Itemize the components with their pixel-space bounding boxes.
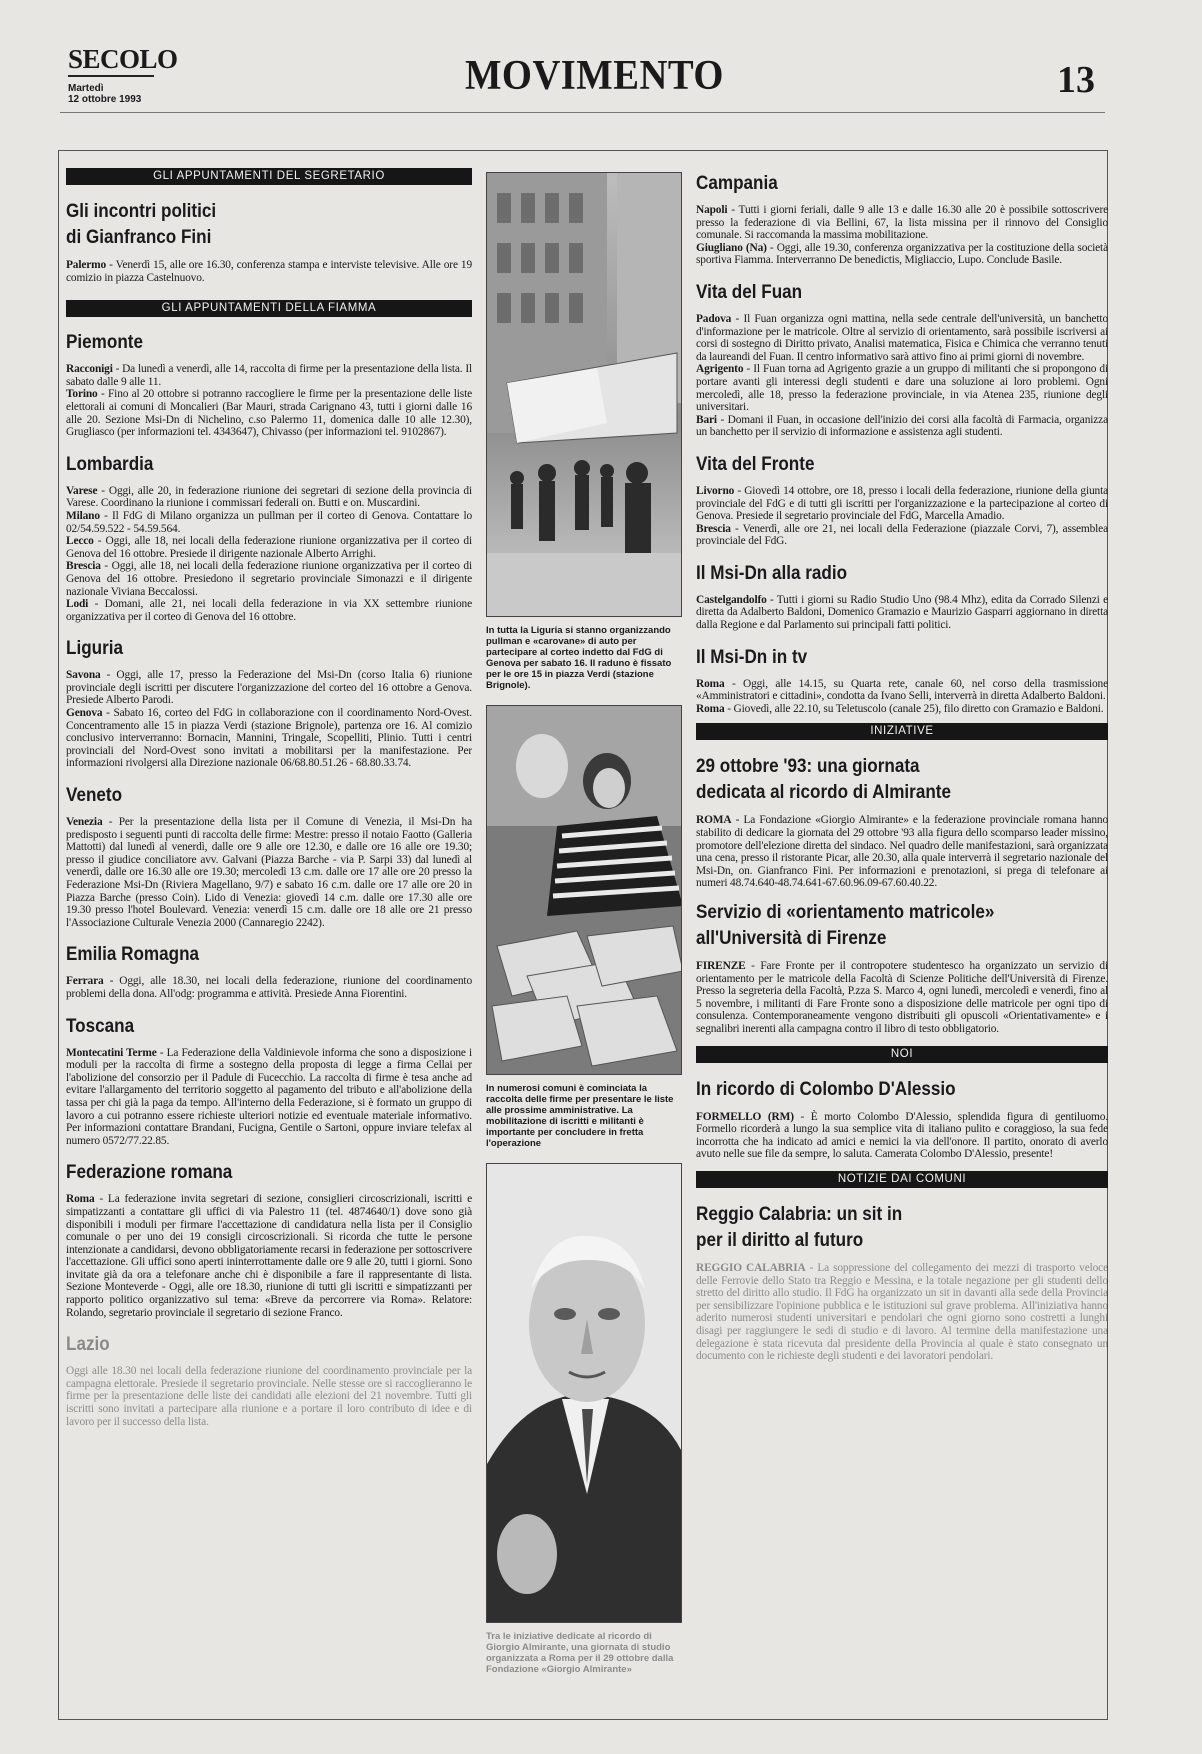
photo-caption-demonstration: In tutta la Liguria si stanno organizzando pullman e «carovane» di auto per partecipare al corteo indetto dal FdG di Genova per sabato 16. Il raduno è fissato per le ore 15 in piazza Verdi (stazione Brignole).	[486, 625, 672, 691]
entry-place: Livorno	[696, 484, 735, 497]
entry-place: Savona	[66, 669, 101, 682]
fini-article	[66, 259, 472, 284]
list-item	[66, 1047, 472, 1148]
section-bar-iniziative: INIZIATIVE	[696, 723, 1108, 740]
entry-place: Genova	[66, 707, 103, 720]
entry-text: - Domani il Fuan, in occasione dell'inizio dei corsi alla facoltà di Farmacia, organizza un banchetto per il servizio di informazione e assistenza agli studenti.	[696, 413, 1108, 439]
section-msi-radio: Il Msi-Dn alla radio	[696, 562, 848, 584]
toscana-entries	[66, 1047, 472, 1148]
entry-text: - Giovedì 14 ottobre, ore 18, presso i locali della federazione, riunione della giunta provinciale del FdG e di tutti gli iscritti per l'organizzazione e la partecipazione al corteo di Genova. Presiede il segretario provinciale del FdG, Marcella Amadio.	[696, 484, 1108, 523]
entry-text: - Il Fuan torna ad Agrigento grazie a un gruppo di militanti che si propongono di portare avanti gli interessi degli studenti e dare una soluzione ai loro problemi. Ogni mercoledì, alle 18, presso la federazione provinciale, in via Atenea 235, riunione degli universitari.	[696, 363, 1108, 414]
section-bar-secretary: GLI APPUNTAMENTI DEL SEGRETARIO	[66, 168, 472, 185]
list-item	[66, 1193, 472, 1319]
list-item	[66, 485, 472, 510]
list-item	[66, 388, 472, 438]
fini-headline-2: di Gianfranco Fini	[66, 227, 212, 248]
reggio-article	[696, 1262, 1108, 1363]
section-vita-del-fronte: Vita del Fronte	[696, 453, 815, 475]
entry-text: - Giovedì, alle 22.10, su Teletuscolo (canale 25), filo diretto con Gramazio e Baldoni.	[724, 702, 1104, 715]
list-item	[696, 414, 1108, 439]
entry-text: - Tutti i giorni feriali, dalle 9 alle 13 e dalle 16.30 alle 20 è possibile sottoscrivere presso la federazione di via Bellini, 67, la lista missina per il rinnovo del Consiglio comunale. Si raccomanda la massima mobilitazione.	[696, 204, 1108, 242]
entry-place: Torino	[66, 388, 98, 401]
region-emilia-romagna: Emilia Romagna	[66, 944, 200, 966]
article-dateline: REGGIO CALABRIA	[696, 1261, 806, 1274]
right-column	[696, 166, 1108, 1711]
newspaper-name: SECOLO	[68, 44, 178, 74]
signatures-image	[487, 706, 682, 1075]
entry-text: - Per la presentazione della lista per il Comune di Venezia, il Msi-Dn ha predisposto i seguenti punti di raccolta delle firme: Mestre: presso il notaio Faotto (Galleria Mattotti) dal lunedì al venerdì, dalle ore 9 alle ore 12.30, e dalle ore 16 alle ore 19.30; presso il giudice conciliatore avv. Galvani (Piazza Barche - via P. Sarpi 33) dal lunedì al venerdì, dalle ore 16.30 alle ore 19.30; mercoledì 13 c.m. dalle ore 17 alle ore 20 presso la Federazione Msi-Dn (Riviera Magellano, 9/7) e sabato 16 c.m. dalle ore 17 alle ore 20 in Piazza Barche (presso Coin). Lido di Venezia: giovedì 14 c.m. dalle ore 17.30 alle ore 19.30 presso l'hotel Boulevard. Venezia: venerdì 15 c.m. dalle ore 18 alle ore 21 presso l'Associazione Culturale Venezia 2000 (Cannaregio 2242).	[66, 816, 472, 929]
list-item	[66, 363, 472, 388]
article-text: - La Fondazione «Giorgio Almirante» e la federazione provinciale romana hanno stabilito di dedicare la giornata del 29 ottobre '93 alla figura dello scomparso leader missino, promotore dell'elezione diretta del sindaco. Nel quadro delle manifestazioni, sarà organizzata una cena, presso il ristorante Picar, alle 20.30, alla quale interverrà il segretario nazionale del Msi-Dn, on. Gianfranco Fini. Per informazioni e prenotazioni, si prega di telefonare ai numeri 48.74.640-48.74.641-67.60.96.09-67.60.40.22.	[696, 814, 1108, 890]
dalessio-article	[696, 1111, 1108, 1161]
list-item	[696, 313, 1108, 363]
dalessio-headline: In ricordo di Colombo D'Alessio	[696, 1078, 956, 1100]
entry-text: - Il FdG di Milano organizza un pullman per il corteo di Genova. Contattare lo 02/54.59.522 - 54.59.564.	[66, 509, 472, 535]
radio-entries	[696, 594, 1108, 632]
left-column	[66, 166, 472, 1711]
region-federazione-romana: Federazione romana	[66, 1162, 233, 1184]
almirante-headline-2: dedicata al ricordo di Almirante	[696, 782, 951, 804]
reggio-headline-1: Reggio Calabria: un sit in	[696, 1203, 903, 1225]
photo-column	[486, 172, 682, 1707]
lombardia-entries	[66, 485, 472, 624]
emilia-entries	[66, 975, 472, 1000]
lazio-text: Oggi alle 18.30 nei locali della federazione riunione del coordinamento provinciale per la campagna elettorale. Presiede il segretario provinciale. Nelle stesse ore si raccoglieranno le firme per la presentazione delle liste dei candidati alle elezioni del 21 novembre. Tutti gli iscritti sono invitati a partecipare alla riunione e a portare il loro contributo di idee e di lavoro per il successo della lista.	[66, 1365, 472, 1428]
region-toscana: Toscana	[66, 1015, 135, 1037]
entry-text: - La federazione invita segretari di sezione, consiglieri circoscrizionali, iscritti e simpatizzanti a contattare gli uffici di via Palestro 11 (tel. 4874640/1) dove sono già disponibili i moduli per firmare l'accettazione di candidatura nella lista per il Consiglio comunale o per uno dei 19 consigli circoscrizionali. Si ricorda che tutte le persone intenzionate a candidarsi, devono obbligatoriamente recarsi in federazione per sottoscrivere l'accettazione. Gli uffici sono aperti ininterrottamente dalle ore 9 alle 20, tutti i giorni. Sono invitate già da ora a telefonare anche chi è disponibile a fare il rappresentante di lista. Sezione Monteverde - Oggi, alle ore 18.30, riunione di tutti gli iscritti e simpatizzanti per rapporto politico organizzativo sul tema: «Breve da percorrere via Roma». Relatore: Rolando, segretario provinciale il segretario di sezione Franco.	[66, 1193, 472, 1319]
entry-place: Lecco	[66, 535, 94, 548]
entry-text: - Domani, alle 21, nei locali della federazione in via XX settembre riunione organizzativa per il corteo di Genova del 16 ottobre.	[66, 598, 472, 623]
entry-place: Castelgandolfo	[696, 593, 767, 606]
entry-place: Ferrara	[66, 975, 104, 988]
fini-text: - Venerdì 15, alle ore 16.30, conferenza stampa e interviste televisive. Alle ore 19 comizio in piazza Castelnuovo.	[66, 259, 472, 284]
entry-place: Giugliano (Na)	[696, 241, 767, 254]
masthead-rule	[60, 112, 1105, 113]
entry-text: - Oggi, alle 20, in federazione riunione dei segretari di sezione della provincia di Varese. Coordinano la riunione i commissari federali on. Butti e on. Muscardini.	[66, 484, 472, 510]
photo-caption-almirante: Tra le iniziative dedicate al ricordo di Giorgio Almirante, una giornata di studio organizzata a Roma per il 29 ottobre dalla Fondazione «Giorgio Almirante»	[486, 1631, 674, 1675]
fronte-entries	[696, 485, 1108, 548]
entry-place: Roma	[696, 702, 725, 715]
liguria-entries	[66, 669, 472, 770]
veneto-entries	[66, 816, 472, 929]
photo-almirante	[486, 1163, 682, 1623]
entry-place: Racconigi	[66, 363, 113, 376]
list-item	[696, 363, 1108, 413]
almirante-article	[696, 814, 1108, 890]
almirante-headline-1: 29 ottobre '93: una giornata	[696, 756, 920, 778]
entry-text: - Tutti i giorni su Radio Studio Uno (98.4 Mhz), edita da Corrado Silenzi e diretta da Adalberto Baldoni, Domenico Gramazio e Maurizio Gasparri aggiornano in diretta dalla Regione e dal Parlamento sui principali fatti politici.	[696, 593, 1108, 632]
entry-place: Varese	[66, 484, 98, 497]
entry-place: Roma	[66, 1193, 95, 1206]
entry-place: Padova	[696, 312, 732, 325]
photo-demonstration	[486, 172, 682, 617]
campania-entries	[696, 204, 1108, 267]
article-text: - Fare Fronte per il contropotere studentesco ha organizzato un servizio di orientamento per le matricole della Facoltà di Scienze Politiche dell'Università di Firenze. Presso la segreteria della Facoltà, P.zza S. Marco 4, ogni lunedì, mercoledì e venerdì, fino al 5 novembre, i militanti di Fare Fronte sono a disposizione delle matricole per ogni tipo di consulenza. Contemporaneamente vengono distribuiti gli opuscoli «Orientativamente» e i segnalibri inerenti alla campagna contro il libro di testo obbligatorio.	[696, 960, 1108, 1035]
firenze-headline-2: all'Università di Firenze	[696, 928, 887, 949]
list-item	[696, 485, 1108, 523]
piemonte-entries	[66, 363, 472, 439]
region-lombardia: Lombardia	[66, 453, 154, 475]
firenze-headline-1: Servizio di «orientamento matricole»	[696, 902, 995, 923]
article-text: - La soppressione del collegamento dei mezzi di trasporto veloce delle Ferrovie dello Stato tra Reggio e Messina, e la totale negazione per gli studenti dello stretto del diritto allo studio. Il FdG ha organizzato un sit in davanti alla sede della Provincia per sensibilizzare l'opinione pubblica e le istituzioni sul grave problema. All'iniziativa hanno aderito numerosi studenti universitari e pendolari che ogni giorno sono costretti a lunghi disagi per raggiungere le sedi di studio e di lavoro. Al termine della manifestazione una delegazione è stata ricevuta dal presidente della Provincia al quale è stato consegnato un documento con le richieste degli studenti e dei lavoratori pendolari.	[696, 1261, 1108, 1363]
almirante-portrait-image	[487, 1164, 682, 1623]
list-item	[66, 707, 472, 770]
list-item	[66, 975, 472, 1000]
entry-text: - Oggi, alle 18.30, nei locali della federazione, riunione del coordinamento problemi della dona. All'odg: programma e attività. Presiede Anna Fiorentini.	[66, 975, 472, 1000]
photo-caption-signatures: In numerosi comuni è cominciata la raccolta delle firme per presentare le liste alle prossime amministrative. La mobilitazione di iscritti e militanti è importante per concludere in fretta l'operazione	[486, 1083, 674, 1149]
list-item	[696, 242, 1108, 267]
list-item	[696, 523, 1108, 548]
list-item	[66, 816, 472, 929]
entry-place: Napoli	[696, 204, 728, 216]
entry-place: Bari	[696, 413, 717, 426]
list-item	[696, 204, 1108, 242]
roma-entries	[66, 1193, 472, 1319]
entry-text: - Oggi, alle 19.30, conferenza organizzativa per la costituzione della società sportiva Fiamma. Interverranno De benedictis, Migliaccio, Lupo. Conclude Basile.	[696, 241, 1108, 267]
list-item	[66, 669, 472, 707]
entry-place: Agrigento	[696, 363, 744, 376]
entry-text: - Oggi, alle 18, nei locali della federazione riunione organizzativa per il corteo di Genova del 16 ottobre. Presiedono il segretario provinciale Simonazzi e il dirigente nazionale Viviana Beccalossi.	[66, 560, 472, 598]
entry-text: - Fino al 20 ottobre si potranno raccogliere le firme per la presentazione delle liste elettorali ai comuni di Moncalieri (Bar Mauri, strada Carignano 43, tutti i giorni dalle 16 alle 20. Sezione Msi-Dn di Nichelino, c.so Palermo 11, domenica dalle 10 alle 12.30), Grugliasco (per informazioni tel. 4343647), Chivasso (per informazioni tel. 9102867).	[66, 388, 472, 439]
article-dateline: FIRENZE	[696, 960, 746, 972]
entry-text: - Sabato 16, corteo del FdG in collaborazione con il coordinamento Nord-Ovest. Concentramento alle 15 in piazza Verdi (stazione Brignole), partenza ore 16. Al comizio conclusivo interverranno: Bornacin, Mannini, Tringale, Scopelliti, Plinio. Tutti i centri provinciali del Nord-Ovest sono invitati a mobilitarsi per la manifestazione. Per informazioni rivolgersi alla Direzione nazionale 06/68.80.51.26 - 68.80.33.74.	[66, 707, 472, 770]
issue-weekday: Martedì	[68, 83, 104, 94]
list-item	[66, 560, 472, 598]
section-bar-notizie-dai-comuni: NOTIZIE DAI COMUNI	[696, 1171, 1108, 1188]
issue-date	[68, 83, 141, 105]
reggio-headline-2: per il diritto al futuro	[696, 1229, 864, 1251]
section-title: MOVIMENTO	[465, 53, 724, 99]
page-number: 13	[1057, 59, 1095, 101]
issue-full-date: 12 ottobre 1993	[68, 94, 142, 105]
entry-text: - Da lunedì a venerdì, alle 14, raccolta di firme per la presentazione della lista. Il sabato dalle 9 alle 11.	[66, 363, 472, 388]
entry-place: Lodi	[66, 598, 89, 611]
region-liguria: Liguria	[66, 638, 124, 660]
section-bar-noi: NOI	[696, 1046, 1108, 1063]
list-item	[66, 535, 472, 560]
firenze-article	[696, 960, 1108, 1036]
section-msi-tv: Il Msi-Dn in tv	[696, 646, 808, 668]
fini-place: Palermo	[66, 259, 107, 271]
entry-text: - Oggi, alle 18, nei locali della federazione riunione organizzativa per il corteo di Genova del 16 ottobre. Presiede il dirigente nazionale Alberto Arrighi.	[66, 535, 472, 560]
section-vita-del-fuan: Vita del Fuan	[696, 281, 803, 303]
entry-place: Venezia	[66, 816, 103, 829]
list-item	[696, 594, 1108, 632]
article-dateline: ROMA	[696, 814, 732, 827]
entry-text: - Venerdì, alle ore 21, nei locali della Federazione (piazzale Corvi, 7), assemblea provinciale del FdG.	[696, 522, 1108, 548]
article-dateline: FORMELLO (RM)	[696, 1110, 794, 1123]
entry-place: Brescia	[66, 560, 101, 573]
list-item	[696, 678, 1108, 703]
demonstration-image	[487, 173, 682, 617]
article-text: - È morto Colombo D'Alessio, splendida figura di gentiluomo. Formello ricorderà a lungo la sua semplice vita di italiano pulito e coraggioso, la sua fede incorrotta che ha indicato ad amici e nemici la via dell'onore. Il partito, onorato di averlo avuto nelle sue file da sempre, lo saluta. Camerata Colombo D'Alessio, presente!	[696, 1110, 1108, 1161]
section-bar-fiamma: GLI APPUNTAMENTI DELLA FIAMMA	[66, 300, 472, 317]
entry-text: - Oggi, alle 14.15, su Quarta rete, canale 60, nel corso della trasmissione «Amministratori e cittadini», condotta da Ivano Selli, interverrà in diretta Adalberto Baldoni.	[696, 677, 1108, 703]
region-veneto: Veneto	[66, 785, 123, 807]
entry-text: - Il Fuan organizza ogni mattina, nella sede centrale dell'università, un banchetto d'informazione per le matricole. Oltre al servizio di orientamento, sarà possibile iscriversi ai corsi di sostegno di Diritto privato, Analisi matematica, Fisica e Chimica che verranno tenuti da laureandi del Fuan. Il centro informativo sarà attivo fino ai primi giorni di novembre.	[696, 312, 1108, 363]
region-campania: Campania	[696, 173, 778, 194]
entry-place: Roma	[696, 677, 725, 690]
photo-signatures	[486, 705, 682, 1075]
region-lazio: Lazio	[66, 1334, 110, 1356]
tv-entries	[696, 678, 1108, 716]
entry-place: Brescia	[696, 522, 731, 535]
entry-text: - Oggi, alle 17, presso la Federazione del Msi-Dn (corso Italia 6) riunione provinciale degli iscritti per discutere l'organizzazione del corteo del 16 ottobre a Genova. Presiede Alberto Parodi.	[66, 669, 472, 707]
entry-place: Milano	[66, 509, 100, 522]
entry-text: - La Federazione della Valdinievole informa che sono a disposizione i moduli per la raccolta di firme a sostegno della proposta di legge a firma Cellai per l'abolizione del consorzio per il Padule di Fucecchio. La raccolta di firme è tesa anche ad evitare l'allargamento del territorio soggetto al pagamento del tributo e all'abolizione della tassa per chi già la paga da tempo. All'interno della Federazione, si è formato un gruppo di lavoro a cui potranno essere richieste ulteriori notizie ed eventuale materiale informativo. Per informazioni contattare Brandani, Fucigna, Gentile o Sartoni, oppure inviare telefax al numero 0572/77.22.85.	[66, 1046, 472, 1147]
fini-headline-1: Gli incontri politici	[66, 201, 217, 222]
entry-place: Montecatini Terme	[66, 1046, 157, 1059]
list-item	[696, 703, 1108, 716]
region-piemonte: Piemonte	[66, 332, 143, 354]
masthead	[60, 40, 1105, 115]
newspaper-name-rule	[68, 75, 154, 77]
fuan-entries	[696, 313, 1108, 439]
list-item	[66, 510, 472, 535]
list-item	[66, 598, 472, 623]
